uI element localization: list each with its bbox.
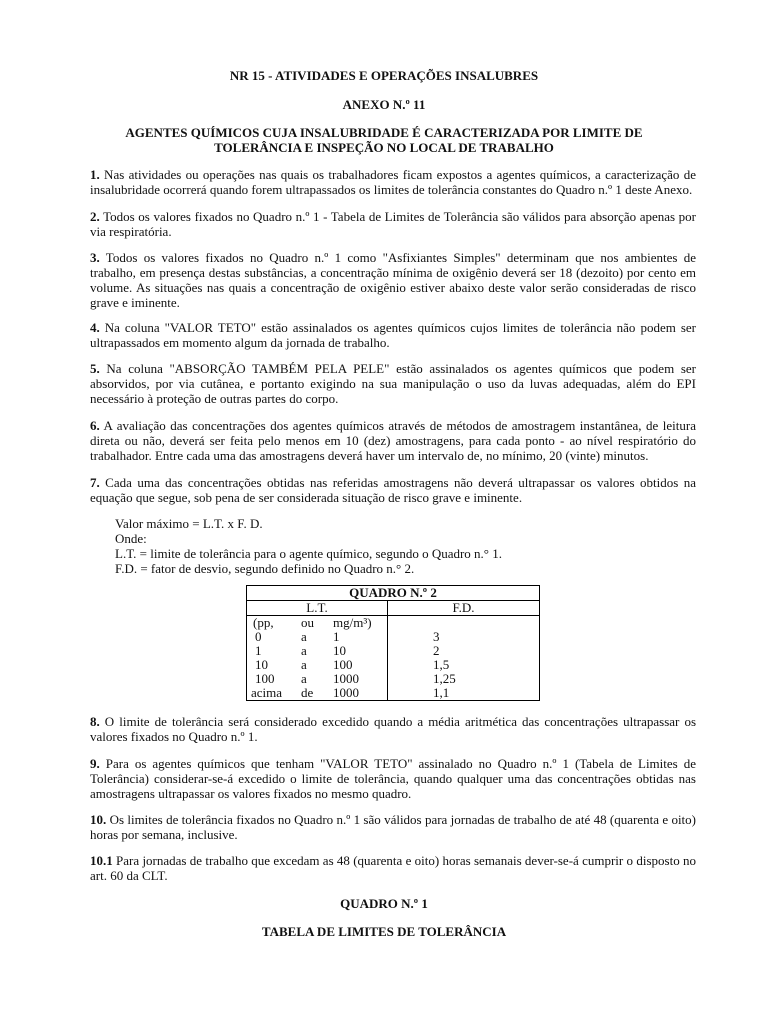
units-label: mg/m³) — [333, 615, 372, 630]
paragraph-5 — [90, 361, 696, 406]
paragraph-9 — [90, 756, 696, 801]
range-to: 1000 — [333, 685, 359, 700]
table-row — [247, 672, 540, 686]
range-to: 1000 — [333, 671, 359, 686]
paragraph-2 — [90, 209, 696, 239]
item-number: 9. — [90, 756, 100, 771]
quadro-2-title: QUADRO N.º 2 — [247, 586, 540, 601]
paragraph-1 — [90, 167, 696, 197]
paragraph-10-1 — [90, 853, 696, 883]
paragraph-8 — [90, 714, 696, 744]
item-text: Todos os valores fixados no Quadro n.º 1 - Tabela de Limites de Tolerância são válidos para absorção apenas por via respiratória. — [90, 209, 696, 239]
item-number: 5. — [90, 361, 100, 376]
paragraph-7 — [90, 475, 696, 505]
column-header-fd: F.D. — [388, 601, 540, 616]
item-text: Todos os valores fixados no Quadro n.º 1 como "Asfixiantes Simples" determinam que nos ambientes de trabalho, em presença destas substâncias, a concentração mínima de oxigênio deverá ser 18 (dezoito) por cento em volume. As situações nas quais a concentração de oxigênio estiver abaixo deste valor serão consideradas de risco grave e iminente. — [90, 250, 696, 310]
quadro-1-subtitle: TABELA DE LIMITES DE TOLERÂNCIA — [261, 924, 507, 939]
fd-value: 1,25 — [388, 672, 540, 686]
units-label: ou — [301, 615, 314, 630]
formula-block — [115, 516, 675, 576]
item-text: Nas atividades ou operações nas quais os trabalhadores ficam expostos a agentes químicos, a caracterização de insalubridade ocorrerá quando forem ultrapassados os limites de tolerância constantes do Quadro n.º 1 deste Anexo. — [90, 167, 696, 197]
annex-heading-line2: TOLERÂNCIA E INSPEÇÃO NO LOCAL DE TRABALHO — [214, 140, 554, 155]
table-row — [247, 686, 540, 701]
fd-value: 3 — [388, 630, 540, 644]
item-text: Para jornadas de trabalho que excedam as 48 (quarenta e oito) horas semanais dever-se-á cumprir o disposto no art. 60 da CLT. — [90, 853, 696, 883]
formula-fd-definition: F.D. = fator de desvio, segundo definido no Quadro n.° 2. — [115, 561, 415, 576]
fd-value: 1,5 — [388, 658, 540, 672]
range-to: 100 — [333, 657, 353, 672]
annex-number: ANEXO N.º 11 — [342, 97, 426, 112]
document-title: NR 15 - ATIVIDADES E OPERAÇÕES INSALUBRES — [229, 68, 539, 83]
annex-heading-line1: AGENTES QUÍMICOS CUJA INSALUBRIDADE É CARACTERIZADA POR LIMITE DE — [125, 125, 643, 140]
range-to: 10 — [333, 643, 346, 658]
fd-value: 2 — [388, 644, 540, 658]
range-from: acima — [251, 685, 283, 700]
formula-equation: Valor máximo = L.T. x F. D. — [115, 516, 263, 531]
item-text: Na coluna "VALOR TETO" estão assinalados os agentes químicos cujos limites de tolerância não podem ser ultrapassados em momento algum da jornada de trabalho. — [90, 320, 696, 350]
paragraph-4 — [90, 320, 696, 350]
item-text: Para os agentes químicos que tenham "VALOR TETO" assinalado no Quadro n.º 1 (Tabela de Limites de Tolerância) considerar-se-á excedido o limite de tolerância, quando qualquer uma das concentrações obtidas nas amostragens ultrapassar os valores fixados no mesmo quadro. — [90, 756, 696, 801]
item-number: 4. — [90, 320, 100, 335]
range-from: 1 — [255, 643, 262, 658]
item-number: 3. — [90, 250, 100, 265]
item-number: 10.1 — [90, 853, 113, 868]
item-number: 10. — [90, 812, 107, 827]
formula-lt-definition: L.T. = limite de tolerância para o agente químico, segundo o Quadro n.° 1. — [115, 546, 503, 561]
units-label: (pp, — [253, 615, 274, 630]
fd-value: 1,1 — [388, 686, 540, 701]
item-number: 8. — [90, 714, 100, 729]
formula-where: Onde: — [115, 531, 147, 546]
column-header-lt: L.T. — [247, 601, 388, 616]
item-number: 2. — [90, 209, 100, 224]
table-row — [247, 630, 540, 644]
quadro-2-table — [246, 585, 540, 701]
range-from: 100 — [255, 671, 275, 686]
range-from: 0 — [255, 629, 262, 644]
item-text: Os limites de tolerância fixados no Quadro n.º 1 são válidos para jornadas de trabalho de até 48 (quarenta e oito) horas por semana, inclusive. — [90, 812, 696, 842]
range-sep: a — [301, 671, 307, 686]
range-sep: a — [301, 643, 307, 658]
range-sep: de — [301, 685, 314, 700]
paragraph-6 — [90, 418, 696, 463]
range-sep: a — [301, 629, 307, 644]
range-sep: a — [301, 657, 307, 672]
range-from: 10 — [255, 657, 268, 672]
item-text: A avaliação das concentrações dos agentes químicos através de métodos de amostragem instantânea, de leitura direta ou não, deverá ser feita pelo menos em 10 (dez) amostragens, para cada ponto - ao nível respiratório do trabalhador. Entre cada uma das amostragens deverá haver um intervalo de, no mínimo, 20 (vinte) minutos. — [90, 418, 696, 463]
item-number: 7. — [90, 475, 100, 490]
paragraph-3 — [90, 250, 696, 310]
item-text: Cada uma das concentrações obtidas nas referidas amostragens não deverá ultrapassar os valores obtidos na equação que segue, sob pena de ser considerada situação de risco grave e iminente. — [90, 475, 696, 505]
item-text: Na coluna "ABSORÇÃO TAMBÉM PELA PELE" estão assinalados os agentes químicos que podem ser absorvidos, por via cutânea, e portanto exigindo na sua manipulação o uso da luvas adequadas, além do EPI necessário à proteção de outras partes do corpo. — [90, 361, 696, 406]
table-row — [247, 644, 540, 658]
item-number: 1. — [90, 167, 100, 182]
item-number: 6. — [90, 418, 100, 433]
table-row — [247, 658, 540, 672]
item-text: O limite de tolerância será considerado excedido quando a média aritmética das concentrações ultrapassar os valores fixados no Quadro n.º 1. — [90, 714, 696, 744]
quadro-1-title: QUADRO N.º 1 — [340, 896, 428, 911]
paragraph-10 — [90, 812, 696, 842]
range-to: 1 — [333, 629, 340, 644]
table-row — [247, 616, 540, 631]
